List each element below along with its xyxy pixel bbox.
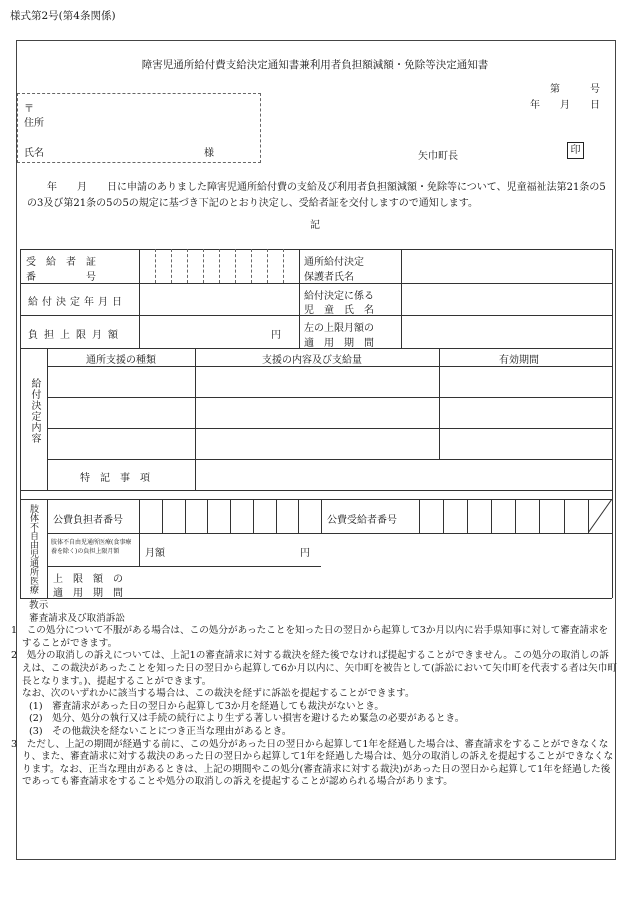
guardian-label-b: 保護者氏名 bbox=[304, 272, 354, 283]
postal-mark: 〒 bbox=[24, 104, 34, 115]
address-box bbox=[17, 93, 261, 163]
seal-mark: 印 bbox=[567, 142, 584, 159]
medical-period-label-b: 適 用 期 間 bbox=[53, 588, 123, 599]
name-label: 氏名 bbox=[24, 148, 44, 159]
limit-period-label-a: 左の上限月額の bbox=[304, 323, 374, 334]
recipient-no-label-a: 受 給 者 証 bbox=[26, 257, 96, 268]
child-label-b: 児 童 氏 名 bbox=[304, 305, 374, 316]
notes-kyouji: 教示 bbox=[29, 600, 49, 611]
honorific: 様 bbox=[204, 148, 214, 159]
note-2-sub3: (3) その他裁決を経ないことにつき正当な理由があるとき。 bbox=[29, 725, 292, 737]
note-3: 3 ただし、上記の期間が経過する前に、この処分があった日の翌日から起算して1年を経過した場合は、審査請求をすることができなくなり、また、審査請求に対する裁決のあった日の翌日から起算して1年を経過した場合は、処分の取消しの訴えを提起することができなくなります。なお、正当な理由があるときは、上記の期間やこの処分(審査請求に対する裁決)があった日の翌日から起算して1年を経過した後であっても審査請求をすることや処分の取消しの訴えを提起することが認められる場合があります。 bbox=[11, 738, 614, 788]
medical-yen: 円 bbox=[300, 548, 310, 559]
side-content-label: 給付決定内容 bbox=[29, 378, 40, 444]
diagonal-slash bbox=[588, 499, 612, 533]
note-2: 2 処分の取消しの訴えについては、上記1の審査請求に対する裁決を経た後でなければ提起することができません。この処分の取消しの訴えは、この裁決があったことを知った日の翌日から起算して6か月以内に、矢巾町を被告として(訴訟において矢巾町を代表する者は矢巾町長となります。)、提起することができます。 bbox=[11, 650, 617, 687]
col-period-header: 有効期間 bbox=[499, 355, 539, 366]
limit-label: 負担上限月額 bbox=[28, 330, 124, 341]
decision-date-label: 給付決定年月日 bbox=[28, 297, 126, 308]
document-number: 第 号 bbox=[550, 84, 600, 95]
document-title: 障害児通所給付費支給決定通知書兼利用者負担額減額・免除等決定通知書 bbox=[141, 59, 489, 71]
appeal-notes bbox=[11, 600, 617, 789]
note-2b: なお、次のいずれかに該当する場合は、この裁決を経ずに訴訟を提起することができます。 bbox=[22, 688, 415, 700]
medical-period-label-a: 上 限 額 の bbox=[53, 574, 123, 585]
notes-heading: 審査請求及び取消訴訟 bbox=[29, 612, 125, 624]
public-payer-label: 公費負担者番号 bbox=[53, 515, 123, 526]
mayor-title: 矢巾町長 bbox=[418, 151, 458, 162]
col-type-header: 通所支援の種類 bbox=[86, 355, 156, 366]
form-number-label: 様式第2号(第4条関係) bbox=[10, 10, 116, 22]
body-text: 年 月 日に申請のありました障害児通所給付費の支給及び利用者負担額減額・免除等について、児童福祉法第21条の5の3及び第21条の5の5の規定に基づき下記のとおり決定し、受給者証を交付しますので通知します。 bbox=[27, 182, 606, 209]
side-medical-label: 肢体不自由児通所医療 bbox=[28, 504, 38, 594]
public-recipient-label: 公費受給者番号 bbox=[327, 515, 397, 526]
limit-period-label-b: 適 用 期 間 bbox=[304, 338, 374, 349]
child-label-a: 給付決定に係る bbox=[304, 291, 374, 302]
guardian-label-a: 通所給付決定 bbox=[304, 257, 364, 268]
col-content-header: 支援の内容及び支給量 bbox=[262, 355, 362, 366]
document-date: 年 月 日 bbox=[530, 100, 600, 111]
ki-label: 記 bbox=[310, 220, 320, 231]
limit-yen: 円 bbox=[271, 330, 281, 341]
recipient-no-label-b: 番 号 bbox=[26, 272, 96, 283]
monthly-label: 月額 bbox=[145, 548, 165, 559]
medical-limit-note: 肢体不自由児通所医療(食事療養を除く)の負担上限月額 bbox=[51, 539, 132, 555]
special-notes-label: 特 記 事 項 bbox=[80, 473, 150, 484]
note-1: 1 この処分について不服がある場合は、この処分があったことを知った日の翌日から起算して3か月以内に岩手県知事に対して審査請求をすることができます。 bbox=[11, 625, 609, 649]
note-2-sub2: (2) 処分、処分の執行又は手続の続行により生ずる著しい損害を避けるため緊急の必要があるとき。 bbox=[29, 713, 465, 725]
address-label: 住所 bbox=[24, 118, 44, 129]
note-2-sub1: (1) 審査請求があった日の翌日から起算して3か月を経過しても裁決がないとき。 bbox=[29, 700, 384, 712]
